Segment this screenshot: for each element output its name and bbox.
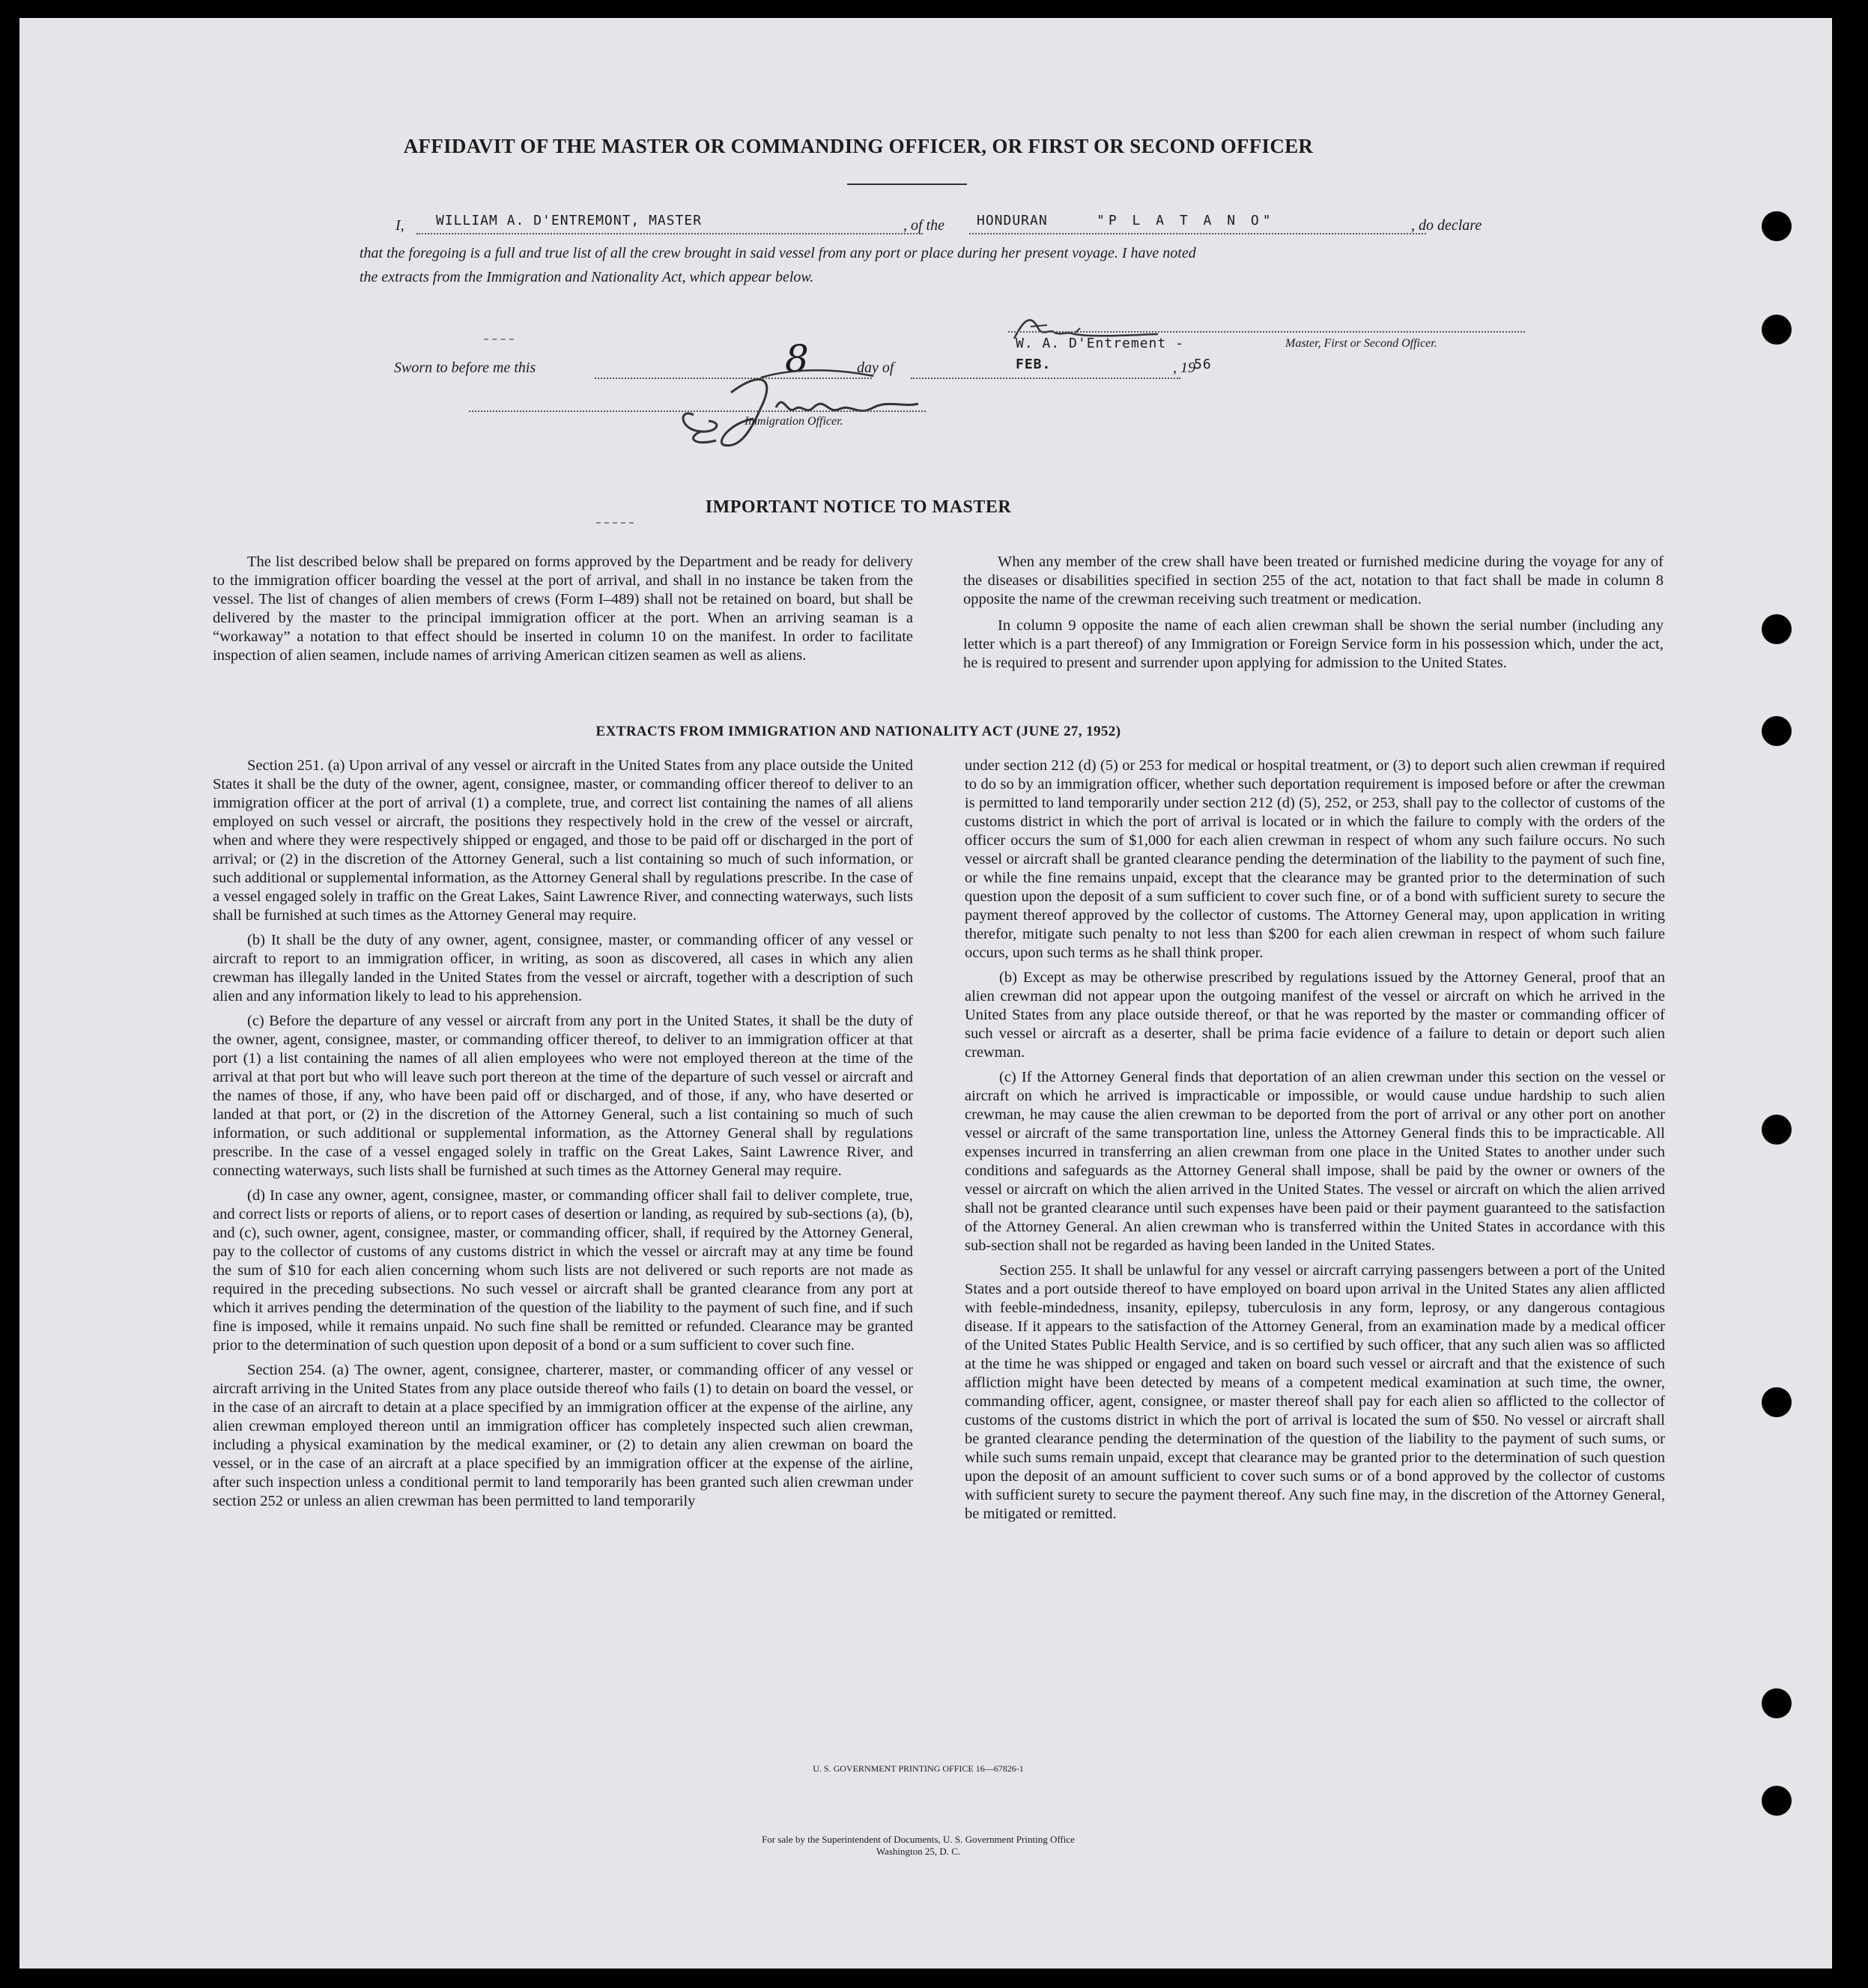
year-prefix: , 19 (1173, 360, 1195, 376)
immigration-officer-label: Immigration Officer. (745, 415, 843, 428)
section-251-c: (c) Before the departure of any vessel or aircraft from any port in the United States, it shall be the duty of the owner, agent, consignee, master, or commanding officer thereof, to deliver to an immigration officer at that port (1) a list containing the names of all alien employees who were not employed thereon at the time of the arrival at that port but who will leave such port thereon at the time of the departure of such vessel or aircraft and the names of those, if any, who have been paid off or discharged, and of those, if any, who have deserted or landed at that port, or (2) in the discretion of the Attorney General, such a list containing so much of such information, or such additional or supplemental information, as the Attorney General shall by regulations prescribe. In the case of a vessel engaged solely in traffic on the Great Lakes, Saint Lawrence River, and connecting waterways, such lists shall be furnished at such times as the Attorney General may require. (213, 1013, 913, 1179)
binder-hole (1762, 315, 1792, 345)
immigration-officer-signature (649, 363, 963, 452)
sale-line-2: Washington 25, D. C. (876, 1846, 961, 1857)
binder-hole (1762, 716, 1792, 746)
day-of-label: day of (857, 360, 894, 376)
section-254-c: (c) If the Attorney General finds that deportation of an alien crewman under this section on the vessel or aircraft on which he arrived is impracticable or impossible, or would cause undue hardship to such alien crewman, he may cause the alien crewman to be deported from the port of arrival or any other port on another vessel or aircraft of the same transportation line, unless the Attorney General finds this to be impracticable. All expenses incurred in transferring an alien crewman from one place in the United States to another under such conditions and safeguards as the Attorney General shall impose, shall be paid by the owner or owners of the vessel or aircraft on which the alien arrived in the United States. The vessel or aircraft on which the alien arrived shall not be granted clearance until such expenses have been paid or their payment guaranteed to the satisfaction of the Attorney General. An alien crewman who is transferred within the United States in accordance with this sub-section shall not be regarded as having been landed in the United States. (965, 1069, 1665, 1254)
year-value: 56 (1194, 357, 1212, 372)
notice-left-column (213, 553, 913, 665)
binder-hole (1762, 211, 1792, 241)
notice-left-paragraph: The list described below shall be prepared on forms approved by the Department and be ready for delivery to the immigration officer boarding the vessel at the port of arrival, and shall in no instance be taken from the vessel. The list of changes of alien members of crews (Form I–489) shall not be retained on board, but shall be delivered by the master to the principal immigration officer at the port. When an arriving seaman is a “workaway” a notation to that effect should be inserted in column 10 on the manifest. In order to facilitate inspection of alien seamen, include names of arriving American citizen seamen as well as aliens. (213, 554, 913, 664)
section-255: Section 255. It shall be unlawful for any vessel or aircraft carrying passengers between a port of the United States and a port outside thereof to have employed on board upon arrival in the United States any alien afflicted with feeble-mindedness, insanity, epilepsy, tuberculosis in any form, leprosy, or any dangerous contagious disease. If it appears to the satisfaction of the Attorney General, from an examination made by a medical officer of the United States Public Health Service, and is so certified by such officer, that any such alien was so afflicted at the time he was shipped or engaged and taken on board such vessel or aircraft and that the existence of such affliction might have been detected by means of a competent medical examination at such time, the owner, commanding officer, agent, consignee, or master thereof shall pay for each alien so afflicted to the collector of customs of the customs district in which the port of arrival is located the sum of $50. No vessel or aircraft shall be granted clearance pending the determination of the question of the liability to the payment of such sums, or while such sums remain unpaid, except that clearance may be granted prior to the determination of such question upon the deposit of an amount sufficient to cover such sums or of a bond approved by the collector of customs with sufficient surety to secure the payment thereof. Any such fine may, in the discretion of the Attorney General, be mitigated or remitted. (965, 1262, 1665, 1522)
of-the-label: , of the (903, 217, 944, 234)
officer-signature-line (469, 410, 926, 412)
binder-hole (1762, 1115, 1792, 1145)
master-name: WILLIAM A. D'ENTREMONT, MASTER (436, 213, 703, 228)
vessel-line (969, 233, 1426, 234)
day-value: 8 (785, 337, 809, 381)
declaration-line-2: the extracts from the Immigration and Nationality Act, which appear below. (360, 269, 814, 285)
binder-hole (1762, 614, 1792, 644)
extracts-right-column (965, 757, 1665, 1524)
signer-typed-name: W. A. D'Entrement - (1016, 336, 1184, 351)
section-251-a: Section 251. (a) Upon arrival of any vessel or aircraft in the United States from any place outside the United States it shall be the duty of the owner, agent, consignee, master, or commanding officer thereof to deliver to an immigration officer at the port of arrival (1) a complete, true, and correct list containing the names of all aliens employed on such vessel or aircraft, the positions they respectively hold in the crew of the vessel or aircraft, when and where they were respectively shipped or engaged, and those to be paid off or discharged in the port of arrival; or (2) in the discretion of the Attorney General, such a list containing so much of such information, or such additional or supplemental information, as the Attorney General shall by regulations prescribe. In the case of a vessel engaged solely in traffic on the Great Lakes, Saint Lawrence River, and connecting waterways, such lists shall be furnished at such times as the Attorney General may require. (213, 757, 913, 924)
declaration-line-1: that the foregoing is a full and true list of all the crew brought in said vessel from any port or place during her present voyage. I have noted (360, 245, 1196, 261)
section-251-d: (d) In case any owner, agent, consignee, master, or commanding officer shall fail to deliver complete, true, and correct lists or reports of aliens, or to report cases of desertion or landing, as required by sub-sections (a), (b), and (c), such owner, agent, consignee, master, or commanding officer, shall, if required by the Attorney General, pay to the collector of customs of any customs district in which the vessel or aircraft may at any time be found the sum of $10 for each alien concerning whom such lists are not delivered or such reports are not made as required in the preceding subsections. No such vessel or aircraft shall be granted clearance from any port at which it arrives pending the determination of the question of the liability to the payment of such fine, and if such fine is imposed, while it remains unpaid. No such fine shall be remitted or refunded. Clearance may be granted prior to the determination of such question upon deposit of a bond or a sum sufficient to cover such fine. (213, 1187, 913, 1354)
binder-hole (1762, 1786, 1792, 1816)
notice-title: IMPORTANT NOTICE TO MASTER (705, 497, 1012, 517)
title-rule (847, 184, 967, 185)
signer-title: Master, First or Second Officer. (1285, 337, 1437, 350)
artifact-dash (596, 522, 634, 524)
notice-right-paragraph-2: In column 9 opposite the name of each alien crewman shall be shown the serial number (including any letter which is a part thereof) of any Immigration or Foreign Service form in his possession which, under the act, he is required to present and surrender upon applying for admission to the United States. (963, 617, 1664, 671)
extracts-title: EXTRACTS FROM IMMIGRATION AND NATIONALITY ACT (JUNE 27, 1952) (595, 724, 1121, 739)
section-254-b: (b) Except as may be otherwise prescribed by regulations issued by the Attorney General, proof that an alien crewman did not appear upon the outgoing manifest of the vessel or aircraft on which he arrived in the United States from any place outside thereof, or that he was reported by the master or commanding officer of such vessel or aircraft as a deserter, shall be prima facie evidence of a failure to detain or deport such alien crewman. (965, 969, 1665, 1061)
name-line (416, 233, 923, 234)
document-page (19, 18, 1832, 1969)
sworn-label: Sworn to before me this (394, 360, 536, 376)
extracts-left-column (213, 757, 913, 1511)
vessel-name: "P L A T A N O" (1097, 213, 1275, 228)
printing-office-line: U. S. GOVERNMENT PRINTING OFFICE 16—67826-1 (813, 1763, 1024, 1774)
vessel-flag: HONDURAN (977, 213, 1048, 228)
notice-right-column (963, 553, 1664, 673)
month-value: FEB. (1016, 357, 1052, 372)
do-declare-label: , do declare (1411, 217, 1482, 234)
affidavit-title: AFFIDAVIT OF THE MASTER OR COMMANDING OFFICER, OR FIRST OR SECOND OFFICER (403, 135, 1314, 157)
sale-line-1: For sale by the Superintendent of Documents, U. S. Government Printing Office (762, 1834, 1075, 1845)
master-signature-line (1008, 331, 1525, 333)
binder-hole (1762, 1688, 1792, 1718)
section-254-a: Section 254. (a) The owner, agent, consignee, charterer, master, or commanding officer of any vessel or aircraft arriving in the United States from any place outside thereof who fails (1) to detain on board the vessel, or in the case of an aircraft to detain at a place specified by an immigration officer at the expense of the airline, any alien crewman employed thereon until an immigration officer has completely inspected such alien crewman, including a physical examination by the medical examiner, or (2) to detain any alien crewman on board the vessel, or in the case of an aircraft at a place specified by an immigration officer at the expense of the airline, after such inspection unless a conditional permit to land temporarily has been granted such alien crewman under section 252 or unless an alien crewman has been permitted to land temporarily (213, 1362, 913, 1509)
section-251-b: (b) It shall be the duty of any owner, agent, consignee, master, or commanding officer of any vessel or aircraft to report to an immigration officer, in writing, as soon as discovered, all cases in which any alien crewman has illegally landed in the United States from the vessel or aircraft, together with a description of such alien and any information likely to lead to his apprehension. (213, 932, 913, 1004)
i-label: I, (395, 217, 404, 234)
section-254-a-continued: under section 212 (d) (5) or 253 for medical or hospital treatment, or (3) to deport such alien crewman if required to do so by an immigration officer, whether such deportation requirement is imposed before or after the crewman is permitted to land temporarily under section 212 (d) (5), 252, or 253, shall pay to the collector of customs of the customs district in which the port of arrival is located or in which the failure to comply with the orders of the officer occurs the sum of $1,000 for each alien crewman in respect of whom any such failure occurs. No such vessel or aircraft shall be granted clearance pending the determination of the liability to the payment of such fine, or while the fine remains unpaid, except that the clearance may be granted prior to the determination of such question upon the deposit of a sum sufficient to cover such fine, or of a bond with sufficient surety to secure the payment thereof approved by the collector of customs. The Attorney General may, upon application in writing therefor, mitigate such penalty to not less than $200 for each alien crewman in respect of whom such failure occurs, upon such terms as he shall think proper. (965, 757, 1665, 961)
notice-right-paragraph-1: When any member of the crew shall have been treated or furnished medicine during the voyage for any of the diseases or disabilities specified in section 255 of the act, notation to that fact shall be made in column 8 opposite the name of the crewman receiving such treatment or medication. (963, 554, 1664, 607)
artifact-dash (484, 339, 514, 340)
binder-hole (1762, 1387, 1792, 1417)
